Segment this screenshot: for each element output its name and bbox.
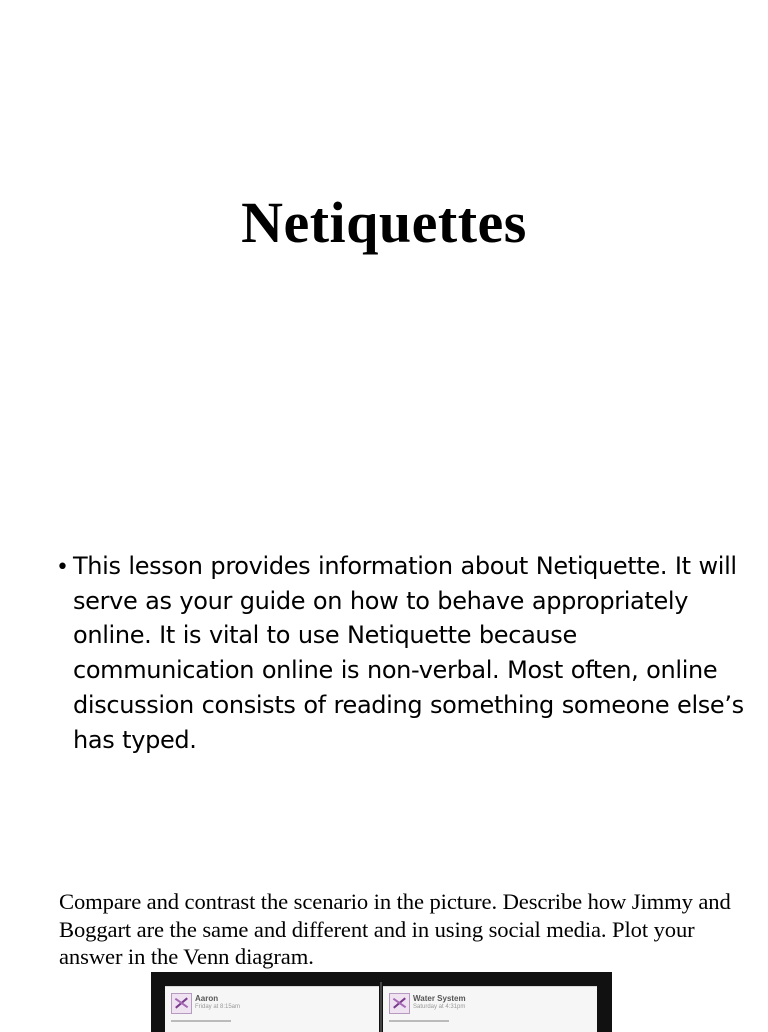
- social-media-picture: [151, 972, 612, 1032]
- intro-bullet: [56, 549, 746, 757]
- avatar-icon: [389, 993, 410, 1014]
- post-panel: [165, 986, 379, 1032]
- avatar-icon: [171, 993, 192, 1014]
- post-author: Aaron: [195, 994, 219, 1003]
- post-timestamp: Saturday at 4:31pm: [413, 1004, 466, 1010]
- activity-instructions: Compare and contrast the scenario in the picture. Describe how Jimmy and Boggart are the same and different and in using social media. Plot your answer in the Venn diagram.: [59, 889, 731, 969]
- post-timestamp: Friday at 8:15am: [195, 1004, 241, 1010]
- post-panel: [383, 986, 597, 1032]
- post-author: Water System: [413, 994, 466, 1003]
- panel-divider: [380, 982, 382, 1032]
- bullet-icon: •: [56, 555, 69, 580]
- intro-text: This lesson provides information about Netiquette. It will serve as your guide on how to behave appropriately online. It is vital to use Netiquette because communication online is non-verbal. Most often, online discussion consists of reading something someone else’s has typed.: [73, 552, 744, 754]
- post-divider: [171, 1020, 231, 1022]
- page-title: Netiquettes: [241, 189, 527, 255]
- post-divider: [389, 1020, 449, 1022]
